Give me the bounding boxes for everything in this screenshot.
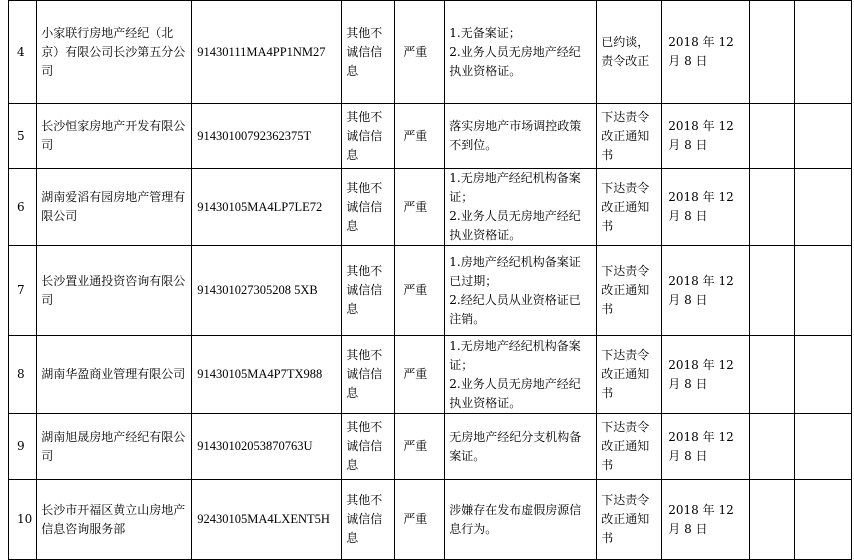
empty-cell (750, 336, 795, 414)
table-row (9, 480, 852, 560)
violation-detail: 1.无房地产经纪机构备案证； 2.业务人员无房地产经纪执业资格证。 (445, 336, 597, 414)
severity-level: 严重 (395, 1, 445, 104)
empty-cell (795, 246, 852, 336)
row-number: 6 (9, 169, 37, 246)
credit-code: 91430105MA4P7TX988 (192, 336, 342, 414)
company-name: 湖南旭晟房地产经纪有限公司 (37, 414, 192, 480)
empty-cell (795, 169, 852, 246)
row-number: 10 (9, 480, 37, 560)
record-type: 其他不诚信信息 (342, 480, 395, 560)
empty-cell (750, 246, 795, 336)
empty-cell (795, 1, 852, 104)
action-taken: 下达责令改正通知书 (597, 414, 662, 480)
record-date: 2018 年 12 月 8 日 (662, 169, 750, 246)
company-name: 湖南华盈商业管理有限公司 (37, 336, 192, 414)
credit-code: 91430111MA4PP1NM27 (192, 1, 342, 104)
record-type: 其他不诚信信息 (342, 414, 395, 480)
record-type: 其他不诚信信息 (342, 336, 395, 414)
record-date: 2018 年 12 月 8 日 (662, 104, 750, 169)
table-row (9, 169, 852, 246)
row-number: 7 (9, 246, 37, 336)
record-type: 其他不诚信信息 (342, 169, 395, 246)
row-number: 8 (9, 336, 37, 414)
action-taken: 下达责令改正通知书 (597, 336, 662, 414)
table-row (9, 246, 852, 336)
row-number: 5 (9, 104, 37, 169)
credit-code: 914301027305208 5XB (192, 246, 342, 336)
violation-detail: 1.房地产经纪机构备案证已过期； 2.经纪人员从业资格证已注销。 (445, 246, 597, 336)
record-type: 其他不诚信信息 (342, 1, 395, 104)
record-type: 其他不诚信信息 (342, 246, 395, 336)
violation-detail: 1.无房地产经纪机构备案证； 2.业务人员无房地产经纪执业资格证。 (445, 169, 597, 246)
severity-level: 严重 (395, 414, 445, 480)
severity-level: 严重 (395, 246, 445, 336)
company-name: 小家联行房地产经纪（北京）有限公司长沙第五分公司 (37, 1, 192, 104)
violation-detail: 落实房地产市场调控政策不到位。 (445, 104, 597, 169)
company-name: 湖南爱滔有园房地产管理有限公司 (37, 169, 192, 246)
company-name: 长沙置业通投资咨询有限公司 (37, 246, 192, 336)
violation-detail: 涉嫌存在发布虚假房源信息行为。 (445, 480, 597, 560)
empty-cell (750, 104, 795, 169)
empty-cell (750, 1, 795, 104)
credit-code: 91430105MA4LP7LE72 (192, 169, 342, 246)
table-row (9, 1, 852, 104)
credit-code: 91430100792362375T (192, 104, 342, 169)
credit-code: 92430105MA4LXENT5H (192, 480, 342, 560)
record-date: 2018 年 12 月 8 日 (662, 1, 750, 104)
severity-level: 严重 (395, 169, 445, 246)
violation-detail: 1.无备案证； 2.业务人员无房地产经纪执业资格证。 (445, 1, 597, 104)
violation-detail: 无房地产经纪分支机构备案证。 (445, 414, 597, 480)
company-name: 长沙恒家房地产开发有限公司 (37, 104, 192, 169)
action-taken: 下达责令改正通知书 (597, 104, 662, 169)
action-taken: 下达责令改正通知书 (597, 246, 662, 336)
empty-cell (795, 104, 852, 169)
empty-cell (750, 169, 795, 246)
record-date: 2018 年 12 月 8 日 (662, 246, 750, 336)
severity-level: 严重 (395, 104, 445, 169)
empty-cell (795, 480, 852, 560)
empty-cell (750, 480, 795, 560)
severity-level: 严重 (395, 336, 445, 414)
row-number: 9 (9, 414, 37, 480)
row-number: 4 (9, 1, 37, 104)
severity-level: 严重 (395, 480, 445, 560)
empty-cell (795, 414, 852, 480)
action-taken: 已约谈，责令改正 (597, 1, 662, 104)
table-row (9, 414, 852, 480)
record-type: 其他不诚信信息 (342, 104, 395, 169)
empty-cell (795, 336, 852, 414)
empty-cell (750, 414, 795, 480)
record-date: 2018 年 12 月 8 日 (662, 336, 750, 414)
action-taken: 下达责令改正通知书 (597, 169, 662, 246)
record-date: 2018 年 12 月 8 日 (662, 414, 750, 480)
company-name: 长沙市开福区黄立山房地产信息咨询服务部 (37, 480, 192, 560)
credit-code: 91430102053870763U (192, 414, 342, 480)
table-row (9, 104, 852, 169)
table-row (9, 336, 852, 414)
records-table (8, 0, 852, 560)
record-date: 2018 年 12 月 8 日 (662, 480, 750, 560)
table-body (9, 1, 852, 560)
action-taken: 下达责令改正通知书 (597, 480, 662, 560)
